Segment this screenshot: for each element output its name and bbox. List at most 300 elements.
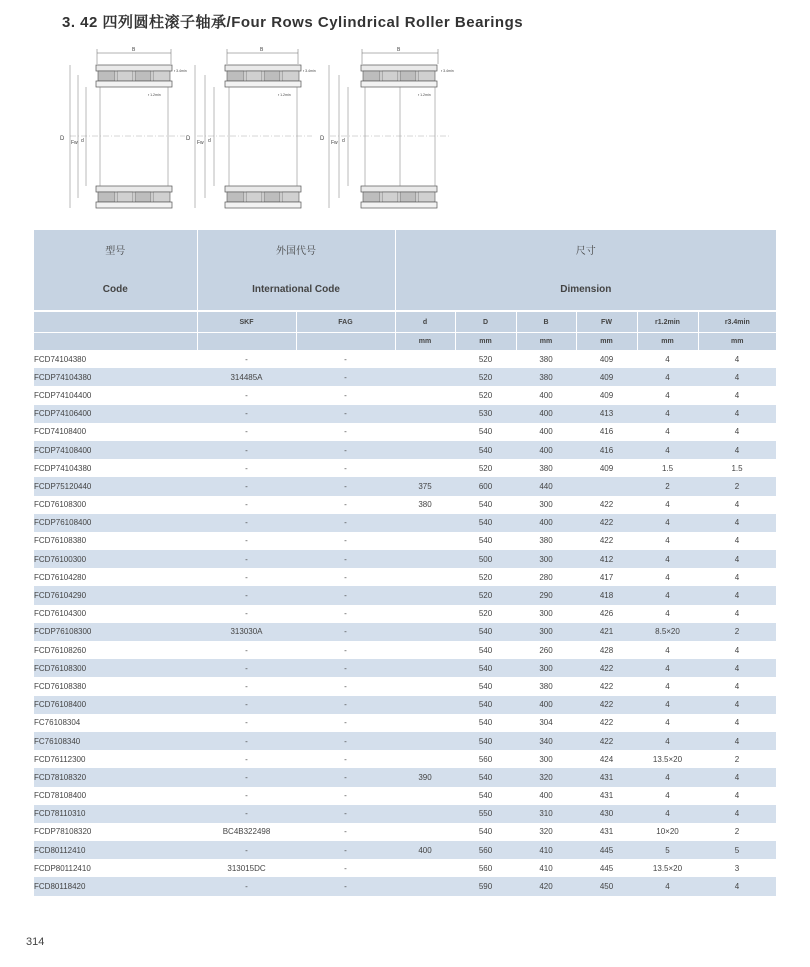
cell-fag: - (296, 514, 395, 532)
unit-r12: mm (637, 333, 698, 351)
cell-B: 380 (539, 463, 553, 473)
col-fag: FAG (296, 311, 395, 333)
cell-B: 310 (516, 805, 576, 823)
header-intl-cn: 外国代号 (197, 230, 395, 268)
cell-D: 540 (478, 427, 493, 437)
cell-B: 300 (516, 623, 576, 641)
cell-r34: 2 (698, 623, 776, 641)
cell-B: 380 (539, 681, 553, 691)
fig2-r12-label: r 1.2min (278, 93, 291, 97)
cell-B: 320 (539, 827, 553, 837)
cell-r34: 4 (734, 390, 740, 400)
table-row (34, 659, 776, 677)
cell-r12: 4 (665, 791, 670, 801)
cell-D: 520 (478, 609, 493, 619)
cell-skf: - (197, 477, 296, 495)
cell-d: 390 (395, 768, 455, 786)
cell-fw: 409 (599, 463, 614, 473)
cell-r34: 4 (698, 368, 776, 386)
cell-r12: 4 (665, 354, 670, 364)
cell-fag: - (344, 863, 347, 873)
header-intl-en: International Code (197, 268, 395, 311)
cell-r12: 10×20 (656, 827, 679, 837)
cell-fag: - (344, 754, 347, 764)
cell-d (395, 532, 455, 550)
cell-d (395, 423, 455, 441)
cell-fw: 431 (599, 827, 614, 837)
cell-d: 380 (418, 500, 432, 510)
table-row (34, 350, 776, 368)
cell-code: FCD74108400 (34, 427, 87, 437)
table-row (34, 405, 776, 423)
cell-fag: - (344, 609, 347, 619)
cell-r12: 4 (637, 514, 698, 532)
cell-D: 600 (455, 477, 516, 495)
table-row (34, 386, 776, 404)
cell-code: FCD76108380 (34, 536, 87, 546)
cell-r34: 4 (698, 696, 776, 714)
cell-d (395, 386, 455, 404)
table-row (34, 477, 776, 495)
cell-fag: - (344, 463, 347, 473)
cell-fag: - (296, 877, 395, 895)
table-row (34, 805, 776, 823)
bearing-drawing-1 (60, 47, 187, 208)
cell-r34: 4 (734, 609, 740, 619)
cell-B: 300 (516, 659, 576, 677)
bearing-drawing-2 (186, 47, 316, 208)
cell-B: 410 (539, 863, 553, 873)
cell-skf: - (245, 791, 248, 801)
cell-r34: 4 (698, 586, 776, 604)
cell-code: FCD76104300 (34, 609, 87, 619)
cell-D: 520 (455, 368, 516, 386)
cell-B: 320 (516, 768, 576, 786)
cell-r34: 4 (698, 441, 776, 459)
cell-r34: 4 (734, 536, 740, 546)
cell-fw: 412 (576, 550, 637, 568)
cell-code: FCD80118420 (34, 877, 197, 895)
unit-D: mm (455, 333, 516, 351)
cell-d (395, 677, 455, 695)
cell-r12: 4 (637, 659, 698, 677)
table-row (34, 877, 776, 895)
cell-D: 500 (455, 550, 516, 568)
table-row (34, 641, 776, 659)
cell-code: FCDP74104380 (34, 368, 197, 386)
cell-d (395, 514, 455, 532)
cell-r12: 4 (665, 536, 670, 546)
cell-r34: 4 (734, 718, 740, 728)
cell-fw: 431 (576, 768, 637, 786)
table-row (34, 623, 776, 641)
cell-r34: 4 (698, 805, 776, 823)
cell-fw: 422 (576, 659, 637, 677)
cell-r12: 4 (637, 696, 698, 714)
cell-D: 540 (455, 732, 516, 750)
cell-fw: 430 (576, 805, 637, 823)
cell-B: 400 (516, 514, 576, 532)
cell-fw: 426 (599, 609, 614, 619)
page-number: 314 (26, 936, 45, 948)
cell-fag: - (344, 827, 347, 837)
table-row (34, 768, 776, 786)
cell-r34: 4 (734, 354, 740, 364)
page-title: 3. 42 四列圆柱滚子轴承/Four Rows Cylindrical Roller Bearings (62, 14, 524, 31)
cell-skf: - (197, 405, 296, 423)
cell-skf: - (245, 681, 248, 691)
table-row (34, 677, 776, 695)
fig3-D-label: D (320, 136, 325, 142)
cell-code: FC76108304 (34, 718, 81, 728)
cell-r34: 4 (698, 768, 776, 786)
cell-B: 380 (539, 354, 553, 364)
cell-skf: - (197, 841, 296, 859)
fig2-r34-label: r 3.4min (303, 69, 316, 73)
cell-D: 520 (478, 572, 493, 582)
cell-r34: 4 (734, 500, 740, 510)
cell-D: 540 (478, 500, 493, 510)
cell-skf: BC4B322498 (222, 827, 271, 837)
cell-B: 300 (539, 754, 553, 764)
cell-r12: 4 (665, 681, 670, 691)
cell-d (395, 859, 455, 877)
cell-code: FCDP76108400 (34, 514, 197, 532)
cell-d (395, 732, 455, 750)
cell-code: FCD76108380 (34, 681, 87, 691)
col-B: B (516, 311, 576, 333)
cell-D: 530 (455, 405, 516, 423)
table-row (34, 714, 776, 732)
cell-fw: 416 (599, 427, 614, 437)
cell-code: FCD78110310 (34, 805, 197, 823)
cell-r34: 2 (734, 754, 740, 764)
cell-fag: - (296, 805, 395, 823)
cell-skf: - (197, 877, 296, 895)
table-row (34, 514, 776, 532)
cell-d (395, 641, 455, 659)
cell-r12: 4 (665, 427, 670, 437)
cell-fw: 445 (576, 841, 637, 859)
cell-d (395, 714, 455, 732)
cell-code: FCDP74106400 (34, 405, 197, 423)
cell-r34: 4 (698, 877, 776, 895)
cell-r12: 1.5 (661, 463, 674, 473)
table-row (34, 496, 776, 514)
cell-skf: - (197, 768, 296, 786)
col-skf: SKF (197, 311, 296, 333)
cell-fw: 422 (599, 681, 614, 691)
col-r12: r1.2min (637, 311, 698, 333)
cell-code: FCDP74104400 (34, 390, 92, 400)
header-model-cn: 型号 (34, 230, 197, 268)
cell-r12: 4 (637, 368, 698, 386)
cell-r12: 4 (637, 877, 698, 895)
cell-d (395, 605, 455, 623)
cell-code: FCD76108260 (34, 645, 87, 655)
cell-d (395, 750, 455, 768)
cell-B: 280 (539, 572, 553, 582)
cell-code: FCD76104290 (34, 586, 197, 604)
cell-r12: 5 (637, 841, 698, 859)
header-model-en: Code (34, 268, 197, 311)
col-fw: FW (576, 311, 637, 333)
cell-r34: 4 (734, 645, 740, 655)
cell-fw: 428 (599, 645, 614, 655)
cell-fag: - (344, 572, 347, 582)
fig2-d-label: d (208, 138, 211, 144)
cell-B: 304 (539, 718, 553, 728)
cell-code: FCD78108320 (34, 768, 197, 786)
cell-D: 540 (478, 536, 493, 546)
cell-fw: 431 (599, 791, 614, 801)
cell-r34: 2 (734, 827, 740, 837)
unit-B: mm (516, 333, 576, 351)
cell-B: 290 (516, 586, 576, 604)
cell-fw: 445 (599, 863, 614, 873)
cell-r12: 4 (665, 609, 670, 619)
cell-D: 520 (478, 390, 493, 400)
cell-skf: - (197, 732, 296, 750)
cell-D: 550 (455, 805, 516, 823)
unit-r34: mm (698, 333, 776, 351)
cell-fw: 409 (599, 390, 614, 400)
cell-code: FCDP80112410 (34, 863, 91, 873)
cell-B: 400 (516, 441, 576, 459)
cell-fag: - (296, 477, 395, 495)
cell-B: 400 (516, 696, 576, 714)
cell-r34: 4 (698, 659, 776, 677)
cell-skf: - (245, 572, 248, 582)
cell-skf: - (245, 536, 248, 546)
fig1-r12-label: r 1.2min (148, 93, 161, 97)
cell-skf: - (197, 805, 296, 823)
table-row (34, 568, 776, 586)
fig1-D-label: D (60, 136, 65, 142)
cell-r34: 4 (734, 681, 740, 691)
cell-d (395, 805, 455, 823)
fig1-r34-label: r 3.4min (174, 69, 187, 73)
cell-B: 400 (539, 427, 553, 437)
cell-skf: 314485A (197, 368, 296, 386)
table-row (34, 368, 776, 386)
cell-d (395, 659, 455, 677)
cell-fw (576, 477, 637, 495)
header-dim-en: Dimension (395, 268, 776, 311)
cell-r34: 5 (698, 841, 776, 859)
cell-fw: 422 (576, 696, 637, 714)
cell-code: FCDP75120440 (34, 477, 197, 495)
cell-fag: - (344, 354, 347, 364)
cell-fag: - (296, 586, 395, 604)
cell-skf: - (245, 609, 248, 619)
cell-r12: 4 (637, 405, 698, 423)
fig3-d-label: d (342, 138, 345, 144)
cell-fw: 409 (576, 368, 637, 386)
cell-r34: 4 (698, 732, 776, 750)
cell-fw: 417 (599, 572, 614, 582)
cell-D: 540 (478, 791, 493, 801)
cell-fag: - (344, 536, 347, 546)
cell-skf: - (197, 696, 296, 714)
table-row (34, 550, 776, 568)
cell-B: 400 (539, 390, 553, 400)
table-row (34, 859, 776, 877)
cell-fw: 421 (576, 623, 637, 641)
cell-skf: - (245, 390, 248, 400)
cell-r34: 4 (734, 427, 740, 437)
cell-r12: 13.5×20 (652, 754, 683, 764)
cell-skf: 313030A (197, 623, 296, 641)
cell-r12: 8.5×20 (637, 623, 698, 641)
cell-skf: - (245, 427, 248, 437)
cell-d (395, 550, 455, 568)
cell-D: 540 (455, 623, 516, 641)
cell-D: 540 (478, 645, 493, 655)
cell-fag: - (296, 441, 395, 459)
cell-fag: - (344, 791, 347, 801)
cell-r12: 4 (637, 768, 698, 786)
cell-d: 400 (395, 841, 455, 859)
cell-code: FCD76108300 (34, 659, 197, 677)
fig2-Fw-label: Fw (197, 140, 204, 146)
cell-fag: - (344, 427, 347, 437)
table-row (34, 841, 776, 859)
cell-r34: 2 (698, 477, 776, 495)
cell-fag: - (296, 659, 395, 677)
col-d: d (395, 311, 455, 333)
fig3-Fw-label: Fw (331, 140, 338, 146)
cell-B: 440 (516, 477, 576, 495)
cell-r12: 4 (665, 718, 670, 728)
cell-D: 560 (478, 754, 493, 764)
table-row (34, 750, 776, 768)
fig3-b-label: B (397, 47, 401, 53)
cell-code: FCDP76108300 (34, 623, 197, 641)
table-row (34, 441, 776, 459)
fig1-Fw-label: Fw (71, 140, 78, 146)
cell-fag: - (344, 645, 347, 655)
cell-D: 520 (478, 354, 493, 364)
cell-skf: - (197, 659, 296, 677)
cell-r12: 4 (665, 500, 670, 510)
cell-r12: 4 (665, 390, 670, 400)
cell-skf: - (245, 463, 248, 473)
cell-D: 590 (455, 877, 516, 895)
cell-skf: - (197, 586, 296, 604)
cell-fw: 422 (576, 514, 637, 532)
cell-r34: 4 (698, 405, 776, 423)
cell-r34: 1.5 (731, 463, 743, 473)
cell-skf: - (197, 514, 296, 532)
cell-B: 410 (516, 841, 576, 859)
cell-r12: 4 (637, 441, 698, 459)
cell-skf: - (197, 441, 296, 459)
table-row (34, 423, 776, 441)
cell-D: 540 (478, 827, 493, 837)
cell-skf: - (245, 754, 248, 764)
cell-fw: 409 (599, 354, 614, 364)
table-row (34, 732, 776, 750)
cell-B: 400 (539, 791, 553, 801)
cell-fw: 424 (599, 754, 614, 764)
cell-fag: - (296, 768, 395, 786)
cell-d (395, 441, 455, 459)
cell-fw: 413 (576, 405, 637, 423)
fig3-r12-label: r 1.2min (418, 93, 431, 97)
header-dim-cn: 尺寸 (395, 230, 776, 268)
fig2-b-label: B (260, 47, 264, 53)
table-row (34, 787, 776, 805)
cell-r34: 3 (734, 863, 740, 873)
bearing-drawing-3 (320, 47, 454, 208)
unit-d: mm (395, 333, 455, 351)
fig1-b-label: B (132, 47, 136, 53)
cell-skf: - (245, 354, 248, 364)
cell-r12: 2 (637, 477, 698, 495)
cell-code: FCD74104380 (34, 354, 87, 364)
cell-fag: - (344, 718, 347, 728)
cell-d (395, 405, 455, 423)
fig2-D-label: D (186, 136, 191, 142)
cell-d (395, 586, 455, 604)
cell-code: FCD80112410 (34, 841, 197, 859)
cell-code: FCDP74104380 (34, 463, 92, 473)
cell-code: FCD76104280 (34, 572, 87, 582)
cell-D: 540 (455, 514, 516, 532)
cell-D: 540 (455, 696, 516, 714)
cell-code: FCD76112300 (34, 754, 86, 764)
cell-d (395, 568, 455, 586)
cell-fag: - (344, 390, 347, 400)
cell-d (395, 787, 455, 805)
table-row (34, 532, 776, 550)
cell-d (395, 623, 455, 641)
cell-d (395, 823, 455, 841)
cell-D: 560 (455, 841, 516, 859)
cell-d (395, 877, 455, 895)
cell-d: 375 (395, 477, 455, 495)
cell-B: 380 (539, 536, 553, 546)
cell-D: 540 (455, 441, 516, 459)
cell-r12: 13.5×20 (652, 863, 683, 873)
cell-fag: - (296, 550, 395, 568)
table-row (34, 823, 776, 841)
cell-B: 300 (539, 500, 553, 510)
cell-D: 540 (478, 681, 493, 691)
cell-B: 340 (516, 732, 576, 750)
cell-skf: 313015DC (227, 863, 266, 873)
cell-fag: - (296, 368, 395, 386)
bearing-cross-section-drawings (50, 44, 470, 219)
cell-D: 540 (455, 659, 516, 677)
cell-code: FCD76108300 (34, 500, 87, 510)
cell-D: 540 (478, 718, 493, 728)
table-row (34, 459, 776, 477)
table-row (34, 586, 776, 604)
cell-fag: - (296, 732, 395, 750)
cell-fag: - (296, 841, 395, 859)
cell-r12: 4 (637, 550, 698, 568)
cell-fw: 422 (599, 536, 614, 546)
table-row (34, 696, 776, 714)
cell-skf: - (245, 718, 248, 728)
cell-B: 400 (516, 405, 576, 423)
cell-fw: 416 (576, 441, 637, 459)
cell-fw: 422 (599, 500, 614, 510)
cell-fw: 422 (576, 732, 637, 750)
cell-B: 260 (539, 645, 553, 655)
